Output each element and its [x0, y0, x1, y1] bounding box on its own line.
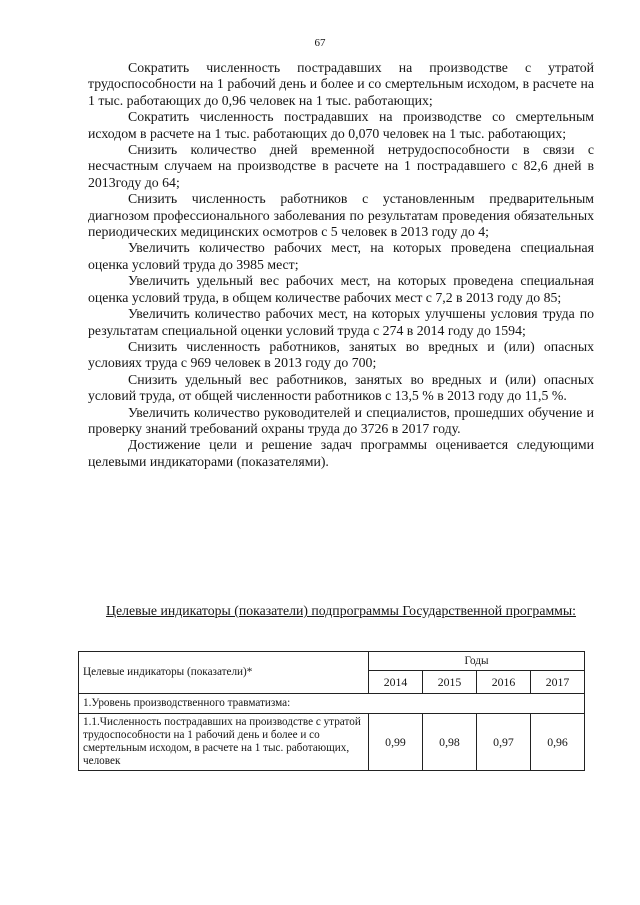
year-header-2014: 2014 [369, 671, 423, 694]
paragraph: Снизить численность работников с установленным предварительным диагнозом профессионального заболевания по результатам проведения обязательных периодических медицинских осмотров с 5 человек в 2013 году до 4; [88, 191, 594, 240]
paragraph: Увеличить удельный вес рабочих мест, на которых проведена специальная оценка условий труда, в общем количестве рабочих мест с 7,2 в 2013 году до 85; [88, 273, 594, 305]
value-cell: 0,97 [477, 714, 531, 771]
paragraph: Снизить удельный вес работников, занятых во вредных и (или) опасных условий труда, от общей численности работников с 13,5 % в 2013 году до 11,5 %. [88, 371, 594, 404]
table-title: Целевые индикаторы (показатели) подпрограммы Государственной программы: [105, 603, 577, 618]
table-section-row [79, 694, 585, 714]
indicator-column-header: Целевые индикаторы (показатели)* [79, 652, 369, 694]
paragraph: Достижение цели и решение задач программы оценивается следующими целевыми индикаторами (показателями). [88, 437, 594, 469]
page-number: 67 [314, 37, 326, 49]
indicators-table [78, 651, 585, 771]
paragraph: Снизить численность работников, занятых во вредных и (или) опасных условиях труда с 969 человек в 2013 году до 700; [88, 338, 594, 371]
paragraph: Увеличить количество рабочих мест, на которых проведена специальная оценка условий труда до 3985 мест; [88, 240, 594, 272]
year-header-2016: 2016 [477, 671, 531, 694]
paragraph: Снизить количество дней временной нетрудоспособности в связи с несчастным случаем на производстве в расчете на 1 пострадавшего с 82,6 дней в 2013году до 64; [88, 142, 594, 190]
value-cell: 0,99 [369, 714, 423, 771]
value-cell: 0,96 [531, 714, 585, 771]
year-header-2015: 2015 [423, 671, 477, 694]
value-cell: 0,98 [423, 714, 477, 771]
body-text [88, 60, 594, 470]
paragraph: Сократить численность пострадавших на производстве со смертельным исходом в расчете на 1 тыс. работающих до 0,070 человек на 1 тыс. работающих; [88, 109, 594, 141]
paragraph: Сократить численность пострадавших на производстве с утратой трудоспособности на 1 рабочий день и более и со смертельным исходом, в расчете на 1 тыс. работающих до 0,96 человек на 1 тыс. работающих; [88, 60, 594, 108]
table-header-row [79, 652, 585, 671]
year-header-2017: 2017 [531, 671, 585, 694]
paragraph: Увеличить количество руководителей и специалистов, прошедших обучение и проверку знаний требований охраны труда до 3726 в 2017 году. [88, 404, 594, 436]
table-row [79, 714, 585, 771]
indicator-name: 1.1.Численность пострадавших на производстве с утратой трудоспособности на 1 рабочий день и более и со смертельным исходом, в расчете на 1 тыс. работающих, человек [79, 714, 369, 771]
years-header: Годы [369, 652, 585, 671]
paragraph: Увеличить количество рабочих мест, на которых улучшены условия труда по результатам специальной оценки условий труда с 274 в 2014 году до 1594; [88, 306, 594, 338]
section-label: 1.Уровень производственного травматизма: [79, 694, 585, 714]
